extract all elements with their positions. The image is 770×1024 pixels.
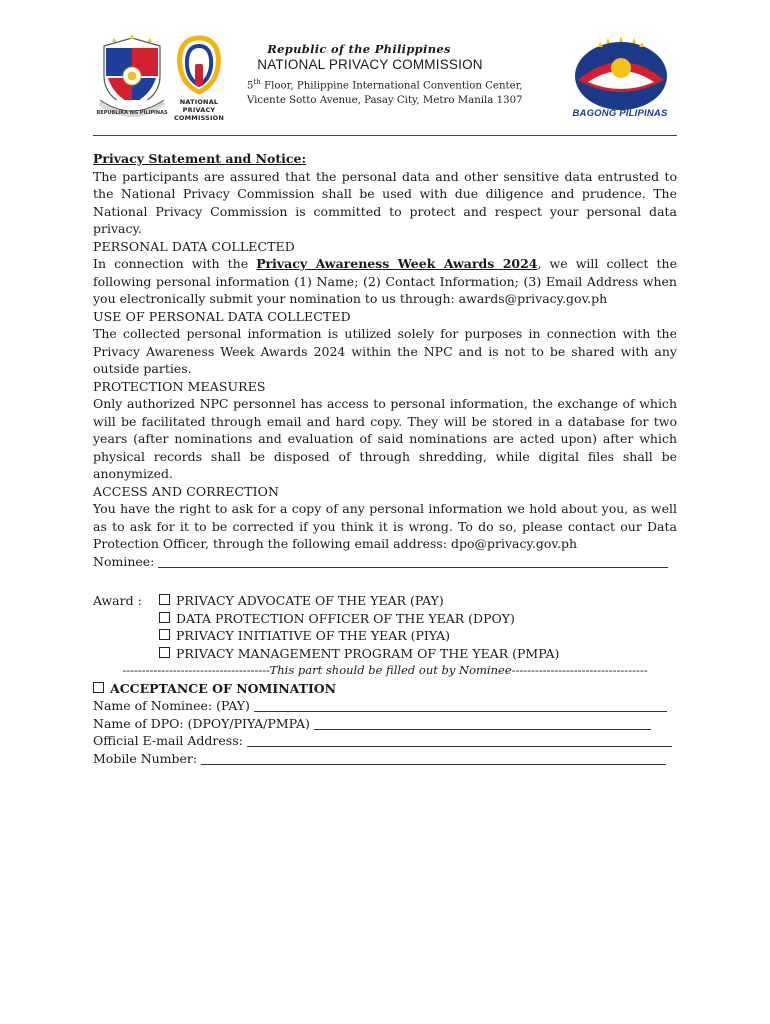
field-input-line[interactable] xyxy=(254,699,667,712)
award-options xyxy=(159,592,559,662)
award-option-label: DATA PROTECTION OFFICER OF THE YEAR (DPOY) xyxy=(176,610,515,626)
acceptance-option[interactable] xyxy=(93,680,677,698)
section-body: Only authorized NPC personnel has access to personal information, the exchange of which will be facilitated through email and hard copy. They will be stored in a database for two years (after nominations and evaluation of said nominations are acted upon) after which physical records shall be disposed of through shredding, while digital files shall be anonymized. xyxy=(93,396,677,481)
checkbox-icon[interactable] xyxy=(93,682,104,693)
award-label: Award : xyxy=(93,593,142,608)
divider-dashes-left: -------------------------------------- xyxy=(122,663,270,677)
letterhead xyxy=(0,0,770,140)
section-body-pre: In connection with the xyxy=(93,256,257,271)
bagong-pilipinas-text: BAGONG PILIPINAS xyxy=(572,108,668,119)
address-floor: 5 xyxy=(247,80,254,92)
section-heading: ACCESS AND CORRECTION xyxy=(93,483,280,499)
checkbox-icon[interactable] xyxy=(159,629,170,640)
field-label: Mobile Number: xyxy=(93,750,198,766)
field-label: Name of DPO: (DPOY/PIYA/PMPA) xyxy=(93,715,310,731)
form-field xyxy=(93,697,677,715)
award-option[interactable] xyxy=(159,645,559,663)
notice-intro: The participants are assured that the personal data and other sensitive data entrusted to the National Privacy Commission shall be used with due diligence and prudence. The National Privacy Commission is committed to protect and respect your personal data privacy. xyxy=(93,168,677,236)
section-body: The collected personal information is utilized solely for purposes in connection with the Privacy Awareness Week Awards 2024 within the NPC and is not to be shared with any outside parties. xyxy=(93,326,677,376)
address-line-1: Floor, Philippine International Convention Center, xyxy=(260,80,523,92)
field-input-line[interactable] xyxy=(201,752,666,765)
event-name: Privacy Awareness Week Awards 2024 xyxy=(256,256,538,271)
award-option-label: PRIVACY INITIATIVE OF THE YEAR (PIYA) xyxy=(176,628,451,643)
republic-seal-icon xyxy=(94,32,170,118)
checkbox-icon[interactable] xyxy=(159,612,170,623)
divider-dashes-right: ----------------------------------- xyxy=(511,663,648,677)
checkbox-icon[interactable] xyxy=(159,594,170,605)
commission-title: NATIONAL PRIVACY COMMISSION xyxy=(257,57,483,72)
award-option-label: PRIVACY ADVOCATE OF THE YEAR (PAY) xyxy=(176,593,444,608)
nominee-field xyxy=(93,553,677,571)
section-heading: PERSONAL DATA COLLECTED xyxy=(93,238,295,254)
award-option[interactable] xyxy=(159,627,559,645)
npc-caption-line: COMMISSION xyxy=(173,114,225,122)
nominee-input-line[interactable] xyxy=(158,555,668,568)
divider-text: This part should be filled out by Nominee xyxy=(269,663,512,677)
acceptance-label: ACCEPTANCE OF NOMINATION xyxy=(110,680,337,696)
address-floor-suffix: th xyxy=(253,78,261,86)
award-option-label: PRIVACY MANAGEMENT PROGRAM OF THE YEAR (PMPA) xyxy=(176,645,560,661)
field-label: Name of Nominee: (PAY) xyxy=(93,698,250,713)
header-divider xyxy=(93,135,677,136)
notice-title: Privacy Statement and Notice: xyxy=(93,151,307,166)
npc-caption-line: NATIONAL xyxy=(179,98,219,106)
address-line-2: Vicente Sotto Avenue, Pasay City, Metro Manila 1307 xyxy=(247,95,523,107)
form-field xyxy=(93,732,677,750)
form-field xyxy=(93,750,677,768)
nominee-section-divider xyxy=(93,662,677,680)
nominee-label: Nominee: xyxy=(93,553,155,569)
section-body xyxy=(93,255,677,308)
award-option[interactable] xyxy=(159,610,559,628)
npc-caption xyxy=(164,98,234,122)
award-option[interactable] xyxy=(159,592,559,610)
address xyxy=(247,75,537,108)
npc-caption-line: PRIVACY xyxy=(182,106,216,114)
section-body-post: , we will collect the following personal information (1) Name; (2) Contact Information; (3) Email Address when you electronically submit your nomination to us through: awards@privacy.gov.ph xyxy=(93,256,678,306)
form-field xyxy=(93,715,677,733)
field-input-line[interactable] xyxy=(247,734,672,747)
document-body xyxy=(93,150,677,767)
field-input-line[interactable] xyxy=(314,717,651,730)
seal-text: REPUBLIKA NG PILIPINAS xyxy=(96,110,168,116)
republic-title: Republic of the Philippines xyxy=(267,42,451,56)
section-heading: USE OF PERSONAL DATA COLLECTED xyxy=(93,308,351,324)
section-heading: PROTECTION MEASURES xyxy=(93,378,266,394)
letterhead-text xyxy=(247,42,537,108)
award-selection xyxy=(93,592,677,662)
npc-logo-icon xyxy=(172,34,226,96)
section-body: You have the right to ask for a copy of any personal information we hold about you, as well as to ask for it to be corrected if you think it is wrong. To do so, please contact our Data Protection Officer, through the following email address: dpo@privacy.gov.ph xyxy=(93,501,677,551)
checkbox-icon[interactable] xyxy=(159,647,170,658)
field-label: Official E-mail Address: xyxy=(93,733,243,748)
bagong-pilipinas-logo-icon xyxy=(570,34,672,110)
